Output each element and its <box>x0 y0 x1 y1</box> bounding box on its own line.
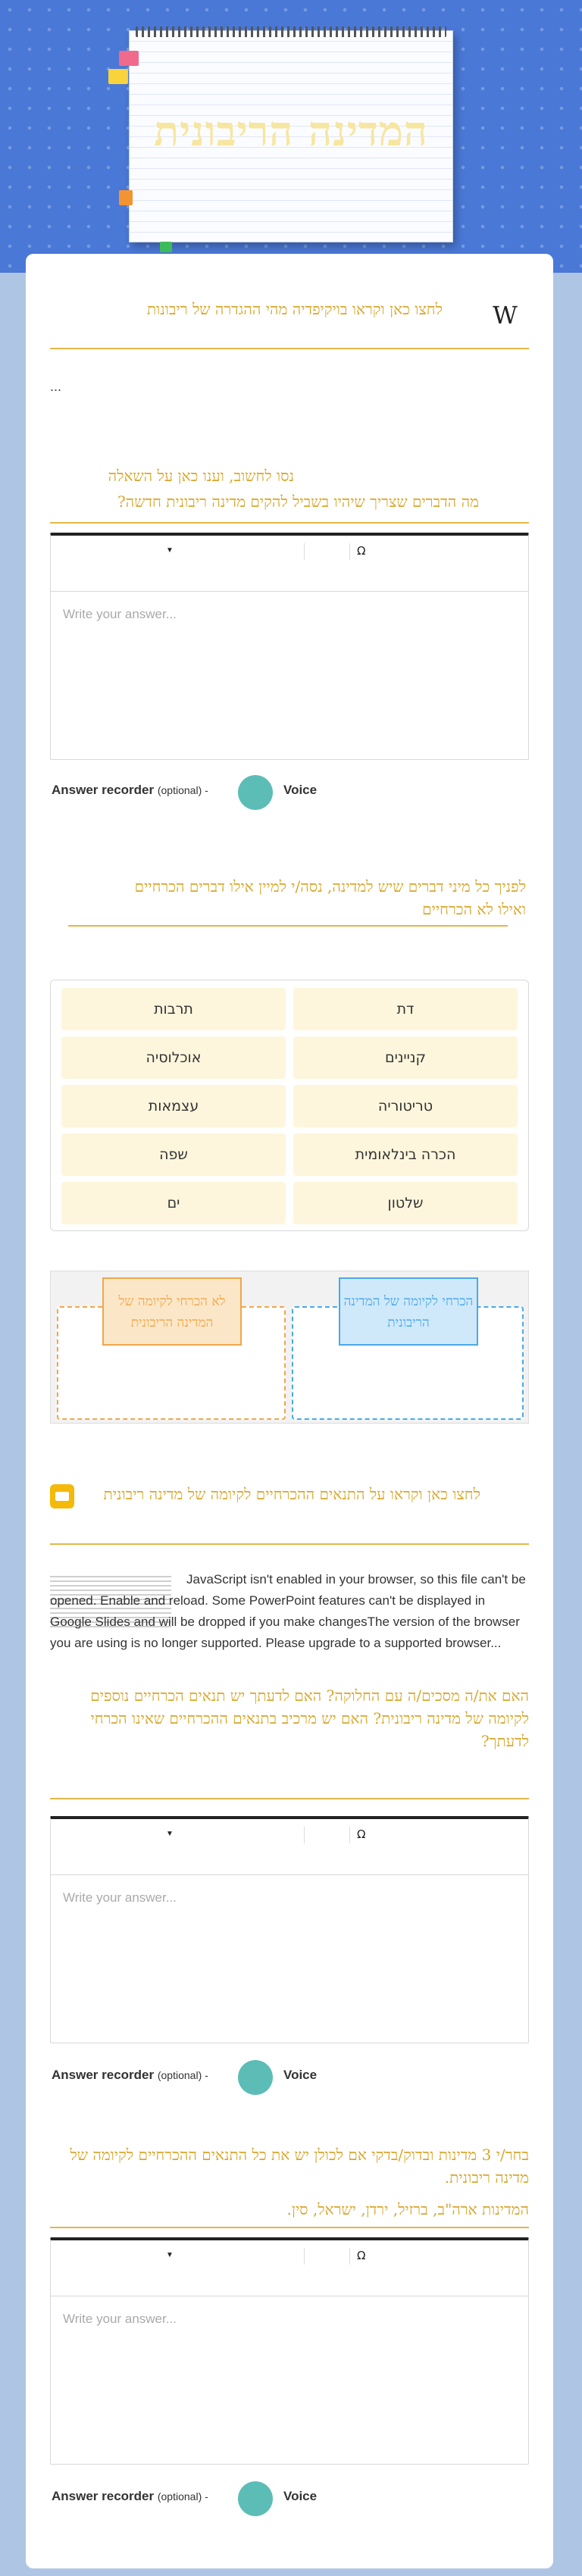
toolbar-separator <box>349 1827 350 1843</box>
sort-drop-area <box>50 1271 529 1424</box>
sort-chip[interactable]: שלטון <box>293 1182 518 1224</box>
q4-divider <box>50 1543 529 1545</box>
q3-instruction-line1: לפניך כל מיני דברים שיש למדינה, נסה/י למיין אילו דברים הכרחיים <box>134 877 526 896</box>
sort-chip[interactable]: טריטוריה <box>293 1085 518 1127</box>
special-char-icon[interactable]: Ω <box>357 2249 366 2262</box>
answer-placeholder[interactable]: Write your answer... <box>63 2312 177 2326</box>
answer-recorder-label: Answer recorder (optional) - <box>52 783 208 797</box>
q3-instruction-line2: ואילו לא הכרחיים <box>422 900 526 918</box>
q1-title-link[interactable]: לחצו כאן וקראו בויקיפדיה מהי ההגדרה של ריבונות <box>146 300 443 318</box>
wikipedia-icon[interactable]: W <box>493 301 518 330</box>
q4-title-link[interactable]: לחצו כאן וקראו על התנאים ההכרחיים לקיומה של מדינה ריבונית <box>103 1485 480 1503</box>
q2-answer-editor[interactable] <box>50 533 529 760</box>
q1-divider <box>50 348 529 349</box>
q2-title-line1: נסו לחשוב, וענו כאן על השאלה <box>108 467 294 485</box>
record-voice-button[interactable] <box>238 2481 273 2516</box>
editor-toolbar <box>51 536 528 592</box>
special-char-icon[interactable]: Ω <box>357 544 366 558</box>
sort-chip[interactable]: דת <box>293 988 518 1030</box>
toolbar-separator <box>349 543 350 560</box>
font-dropdown-caret-icon[interactable]: ▼ <box>166 546 174 555</box>
embed-message: JavaScript isn't enabled in your browser, so this file can't be opened. Enable and reload. Some PowerPoint features can't be displayed in Google Slides and will be dropped if you make changesThe version of the browser you are using is no longer supported. Please upgrade to a supported browser... <box>50 1572 526 1650</box>
category-not-necessary-label: לא הכרחי לקיומה של המדינה הריבונית <box>102 1277 242 1346</box>
sort-chip[interactable]: ים <box>61 1182 286 1224</box>
spiral-binding <box>136 27 446 37</box>
toolbar-separator <box>304 543 305 560</box>
q1-content: ... <box>50 379 62 394</box>
header-banner <box>0 0 582 273</box>
category-necessary-label: הכרחי לקיומה של המדינה הריבונית <box>339 1277 478 1346</box>
q3-divider <box>68 925 508 927</box>
worksheet-card <box>26 254 553 2568</box>
q5-divider <box>50 1798 529 1799</box>
voice-label: Voice <box>283 2068 318 2082</box>
q2-divider <box>50 522 529 524</box>
q6-answer-editor[interactable] <box>50 2237 529 2465</box>
voice-label: Voice <box>283 2489 318 2503</box>
sort-chip[interactable]: עצמאות <box>61 1085 286 1127</box>
sort-items-box <box>50 980 529 1231</box>
special-char-icon[interactable]: Ω <box>357 1827 366 1841</box>
toolbar-separator <box>349 2248 350 2265</box>
tab-pink <box>119 51 139 66</box>
sort-chip[interactable]: תרבות <box>61 988 286 1030</box>
record-voice-button[interactable] <box>238 775 273 810</box>
answer-placeholder[interactable]: Write your answer... <box>63 607 177 621</box>
editor-toolbar <box>51 1819 528 1875</box>
toolbar-separator <box>304 1827 305 1843</box>
q5-title: האם את/ה מסכים/ה עם החלוקה? האם לדעתך יש תנאים הכרחיים נוספים לקיומה של מדינה ריבונית? האם יש מרכיב בתנאים ההכרחיים שאינו הכרחי לדעתך? <box>90 1687 529 1750</box>
tab-yellow <box>108 69 128 84</box>
page-title: המדינה הריבונית <box>154 107 428 155</box>
toolbar-separator <box>304 2248 305 2265</box>
answer-recorder-label: Answer recorder (optional) - <box>52 2489 208 2503</box>
record-voice-button[interactable] <box>238 2060 273 2095</box>
q6-divider <box>50 2227 529 2228</box>
sort-chip[interactable]: שפה <box>61 1133 286 1176</box>
q6-title-line2: המדינות ארה"ב, ברזיל, ירדן, ישראל, סין. <box>286 2200 529 2218</box>
notebook-illustration <box>129 30 453 242</box>
tab-orange <box>119 190 133 205</box>
editor-toolbar <box>51 2240 528 2296</box>
answer-placeholder[interactable]: Write your answer... <box>63 1890 177 1905</box>
voice-label: Voice <box>283 783 318 797</box>
font-dropdown-caret-icon[interactable]: ▼ <box>166 2251 174 2259</box>
answer-recorder-label: Answer recorder (optional) - <box>52 2068 208 2082</box>
presentation-icon[interactable] <box>50 1484 74 1508</box>
font-dropdown-caret-icon[interactable]: ▼ <box>166 1830 174 1838</box>
q6-title-line1: בחר/י 3 מדינות ובדוק/בדקי אם לכולן יש את כל התנאים ההכרחיים לקיומה של מדינה ריבונית. <box>70 2146 529 2187</box>
sort-chip[interactable]: אוכלוסיה <box>61 1036 286 1079</box>
sort-chip[interactable]: קניינים <box>293 1036 518 1079</box>
q2-title-line2: מה הדברים שצריך שיהיו בשביל להקים מדינה ריבונית חדשה? <box>117 492 479 511</box>
sort-chip[interactable]: הכרה בינלאומית <box>293 1133 518 1176</box>
q5-answer-editor[interactable] <box>50 1816 529 2043</box>
tab-green <box>160 242 172 252</box>
